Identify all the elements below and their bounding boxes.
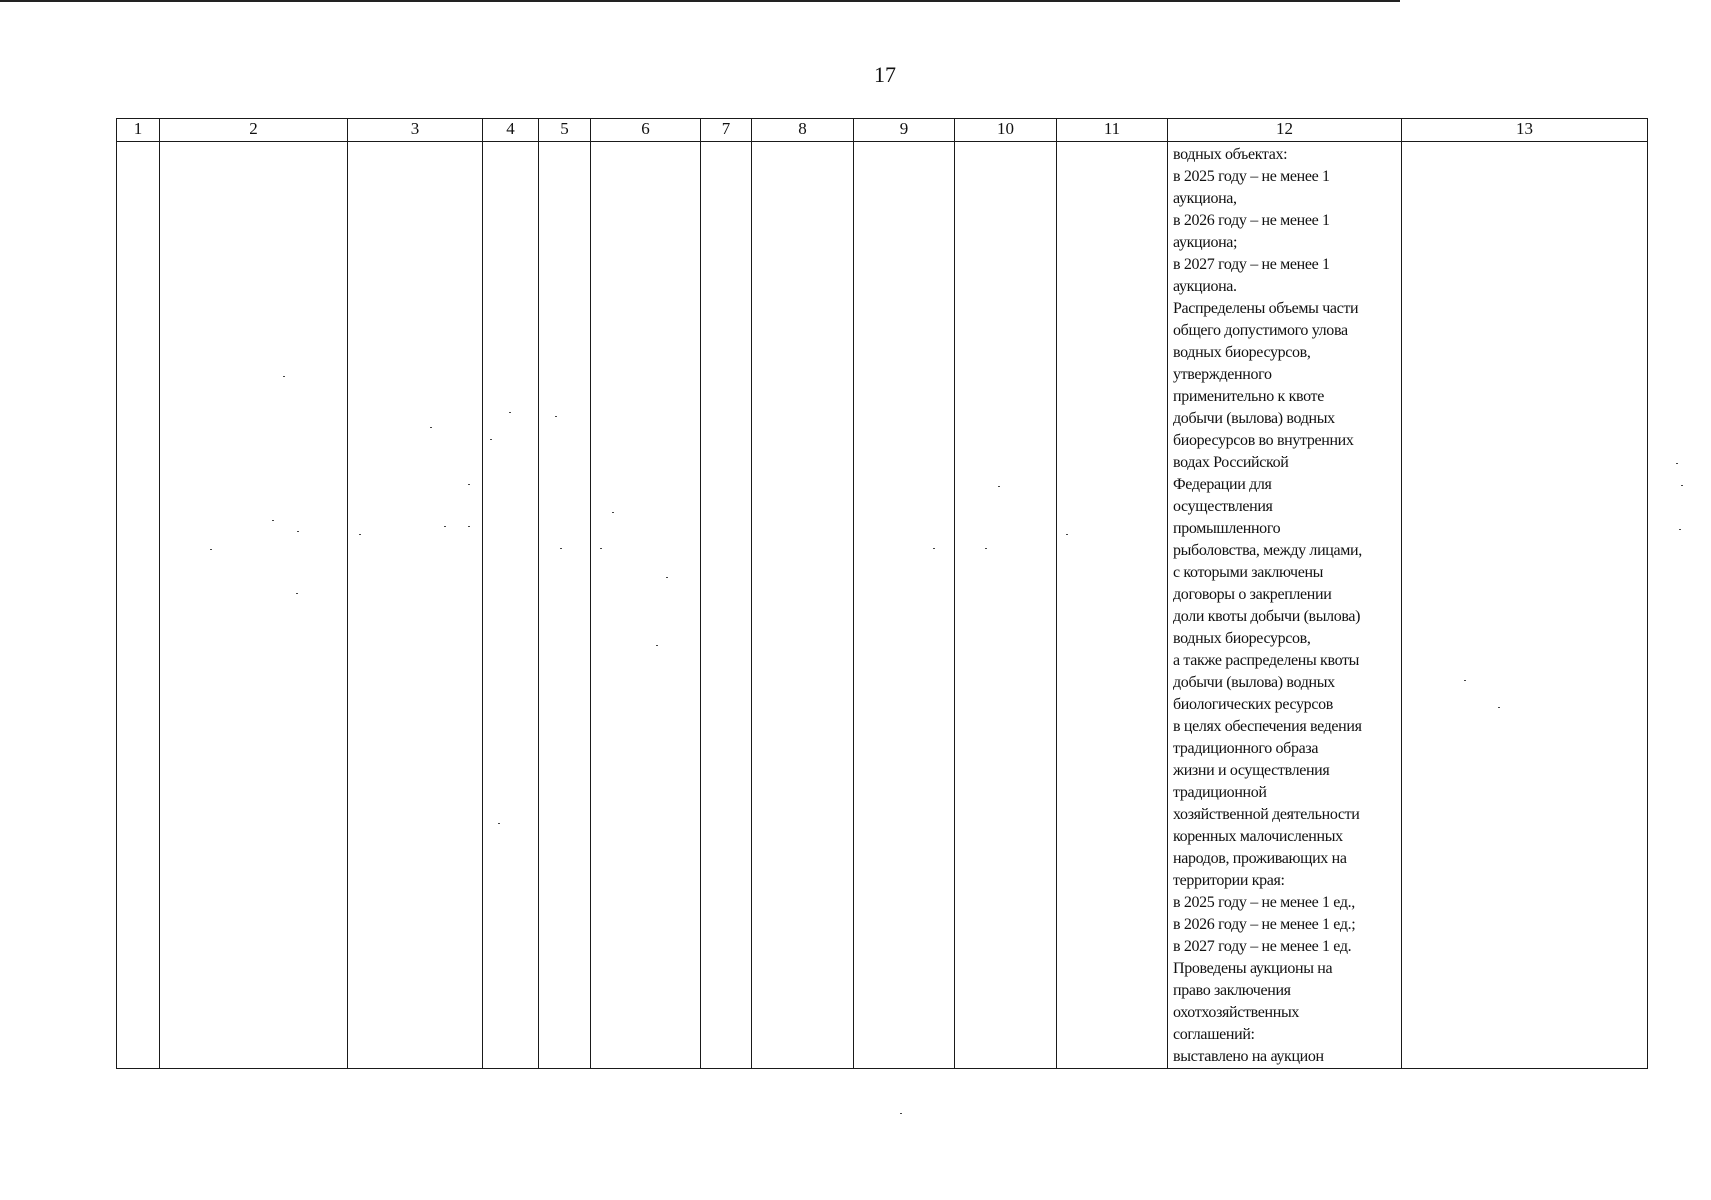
text-line: аукциона, [1173,190,1237,207]
scan-speck [600,548,602,549]
scan-speck [430,427,432,428]
scan-speck [509,412,511,413]
scan-speck [296,593,298,594]
text-line: выставлено на аукцион [1173,1048,1324,1065]
text-line: коренных малочисленных [1173,828,1343,845]
scan-speck [1066,534,1068,535]
text-line: в 2026 году – не менее 1 [1173,212,1330,229]
text-line: общего допустимого улова [1173,322,1348,339]
text-line: хозяйственной деятельности [1173,806,1360,823]
scan-speck [210,549,212,550]
text-line: в 2027 году – не менее 1 ед. [1173,938,1352,955]
scan-speck [1676,463,1678,464]
column-header-4: 4 [483,119,539,142]
scan-speck [498,823,500,824]
scan-speck [612,512,614,513]
table-cell-col-3 [348,142,483,1069]
column-header-3: 3 [348,119,483,142]
scan-speck [490,439,492,440]
scan-speck [468,484,470,485]
table-cell-col-2 [160,142,348,1069]
table-cell-col-5 [539,142,591,1069]
page-number: 17 [874,62,896,87]
scan-speck [933,548,935,549]
column-12-text [1168,142,1401,1068]
table-cell-col-10 [955,142,1057,1069]
text-line: в 2025 году – не менее 1 ед., [1173,894,1355,911]
text-line: в 2027 году – не менее 1 [1173,256,1330,273]
text-line: договоры о закреплении [1173,586,1332,603]
scan-speck [656,645,658,646]
text-line: в целях обеспечения ведения [1173,718,1362,735]
scan-speck [1498,707,1500,708]
column-header-5: 5 [539,119,591,142]
scan-speck [1464,680,1466,681]
text-line: с которыми заключены [1173,564,1324,581]
scan-speck [444,526,446,527]
table-header-row [117,119,1648,142]
text-line: право заключения [1173,982,1291,999]
text-line: утвержденного [1173,366,1272,383]
text-line: Проведены аукционы на [1173,960,1333,977]
column-header-12: 12 [1168,119,1402,142]
scan-top-edge-line [0,0,1400,2]
text-line: территории края: [1173,872,1285,889]
scan-speck [555,416,557,417]
text-line: добычи (вылова) водных [1173,674,1335,691]
table-cell-col-6 [591,142,701,1069]
text-line: народов, проживающих на [1173,850,1347,867]
text-line: применительно к квоте [1173,388,1324,405]
table-cell-col-4 [483,142,539,1069]
column-header-6: 6 [591,119,701,142]
column-header-9: 9 [854,119,955,142]
column-header-7: 7 [701,119,752,142]
column-header-8: 8 [752,119,854,142]
text-line: водных объектах: [1173,146,1288,163]
text-line: а также распределены квоты [1173,652,1360,669]
table-cell-col-7 [701,142,752,1069]
scan-speck [283,376,285,377]
column-header-10: 10 [955,119,1057,142]
scan-speck [468,526,470,527]
scan-speck [900,1113,902,1114]
text-line: биоресурсов во внутренних [1173,432,1354,449]
text-line: в 2026 году – не менее 1 ед.; [1173,916,1356,933]
text-line: водах Российской [1173,454,1289,471]
table-cell-col-8 [752,142,854,1069]
scan-speck [359,534,361,535]
table-row [117,142,1648,1069]
text-line: Федерации для [1173,476,1272,493]
text-line: охотхозяйственных [1173,1004,1299,1021]
text-line: биологических ресурсов [1173,696,1333,713]
text-line: традиционного образа [1173,740,1319,757]
column-header-11: 11 [1057,119,1168,142]
scan-speck [1681,485,1683,486]
text-line: рыболовства, между лицами, [1173,542,1362,559]
table-cell-col-12 [1168,142,1402,1069]
table-cell-col-13 [1402,142,1648,1069]
text-line: водных биоресурсов, [1173,630,1311,647]
table-cell-col-1 [117,142,160,1069]
text-line: традиционной [1173,784,1267,801]
text-line: доли квоты добычи (вылова) [1173,608,1361,625]
document-table [116,118,1648,1069]
column-header-13: 13 [1402,119,1648,142]
text-line: осуществления [1173,498,1273,515]
text-line: в 2025 году – не менее 1 [1173,168,1330,185]
column-header-2: 2 [160,119,348,142]
table-cell-col-11 [1057,142,1168,1069]
column-header-1: 1 [117,119,160,142]
text-line: промышленного [1173,520,1281,537]
text-line: соглашений: [1173,1026,1255,1043]
scan-speck [998,486,1000,487]
text-line: аукциона; [1173,234,1238,251]
scan-speck [1679,529,1681,530]
scan-speck [297,531,299,532]
text-line: Распределены объемы части [1173,300,1359,317]
table-cell-col-9 [854,142,955,1069]
text-line: добычи (вылова) водных [1173,410,1335,427]
scan-speck [272,520,274,521]
text-line: жизни и осуществления [1173,762,1330,779]
text-line: водных биоресурсов, [1173,344,1311,361]
scan-speck [666,577,668,578]
text-line: аукциона. [1173,278,1237,295]
scan-speck [560,548,562,549]
scan-speck [985,548,987,549]
